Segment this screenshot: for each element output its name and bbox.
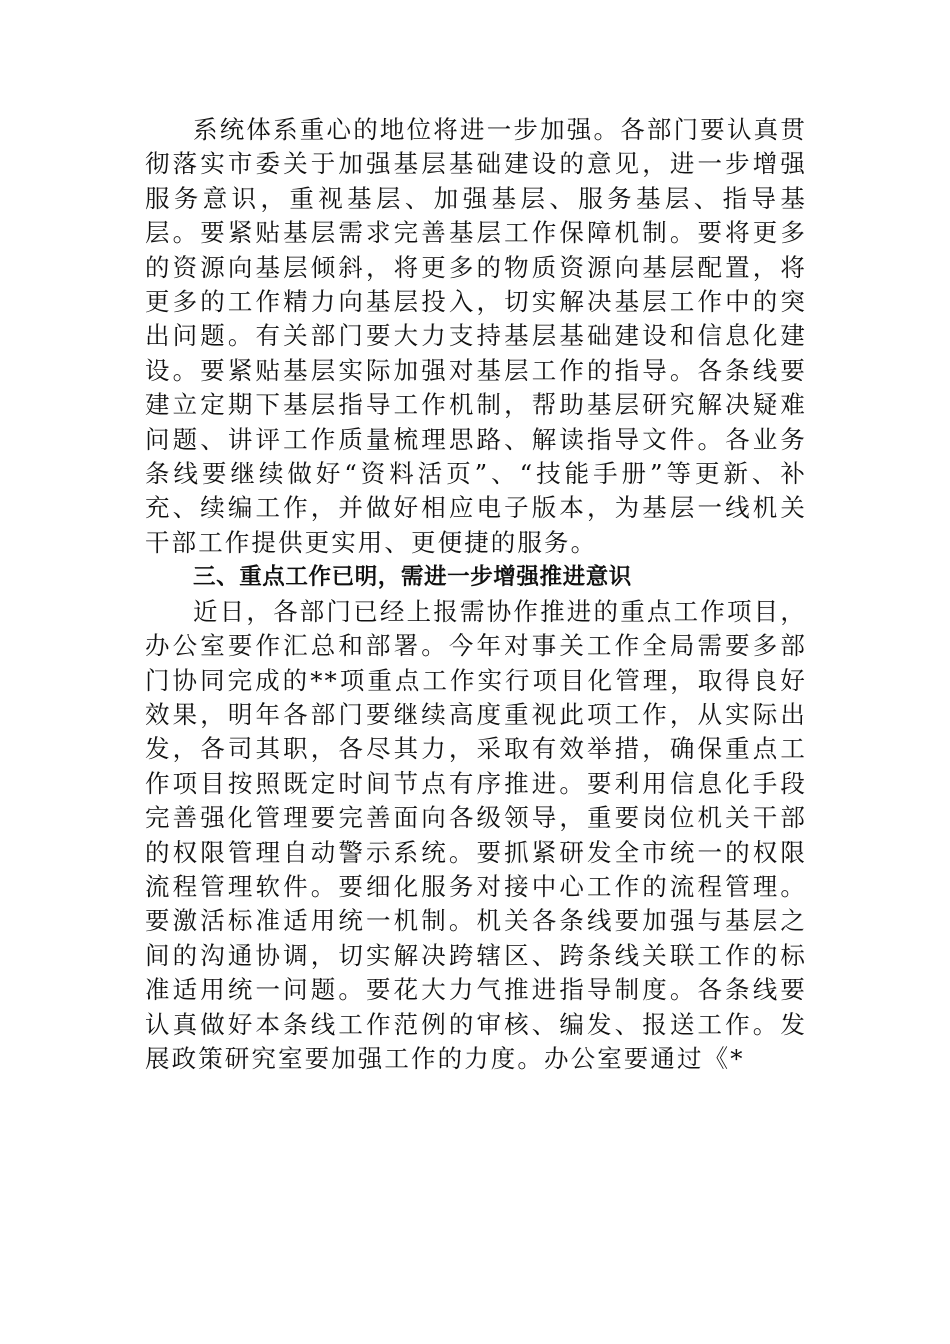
body-paragraph-2: 近日，各部门已经上报需协作推进的重点工作项目，办公室要作汇总和部署。今年对事关工作全局需要多部门协同完成的**项重点工作实行项目化管理，取得良好效果，明年各部门要继续高度重视此项工作，从实际出发，各司其职，各尽其力，采取有效举措，确保重点工作项目按照既定时间节点有序推进。要利用信息化手段完善强化管理要完善面向各级领导，重要岗位机关干部的权限管理自动警示系统。要抓紧研发全市统一的权限流程管理软件。要细化服务对接中心工作的流程管理。要激活标准适用统一机制。机关各条线要加强与基层之间的沟通协调，切实解决跨辖区、跨条线关联工作的标准适用统一问题。要花大力气推进指导制度。各条线要认真做好本条线工作范例的审核、编发、报送工作。发展政策研究室要加强工作的力度。办公室要通过《*: [145, 596, 807, 1073]
section-heading-3: 三、重点工作已明，需进一步增强推进意识: [193, 564, 632, 591]
body-paragraph-1: 系统体系重心的地位将进一步加强。各部门要认真贯彻落实市委关于加强基层基础建设的意见，进一步增强服务意识，重视基层、加强基层、服务基层、指导基层。要紧贴基层需求完善基层工作保障机制。要将更多的资源向基层倾斜，将更多的物质资源向基层配置，将更多的工作精力向基层投入，切实解决基层工作中的突出问题。有关部门要大力支持基层基础建设和信息化建设。要紧贴基层实际加强对基层工作的指导。各条线要建立定期下基层指导工作机制，帮助基层研究解决疑难问题、讲评工作质量梳理思路、解读指导文件。各业务条线要继续做好“资料活页”、“技能手册”等更新、补充、续编工作，并做好相应电子版本，为基层一线机关干部工作提供更实用、更便捷的服务。: [145, 115, 807, 557]
document-page: [145, 113, 807, 1076]
